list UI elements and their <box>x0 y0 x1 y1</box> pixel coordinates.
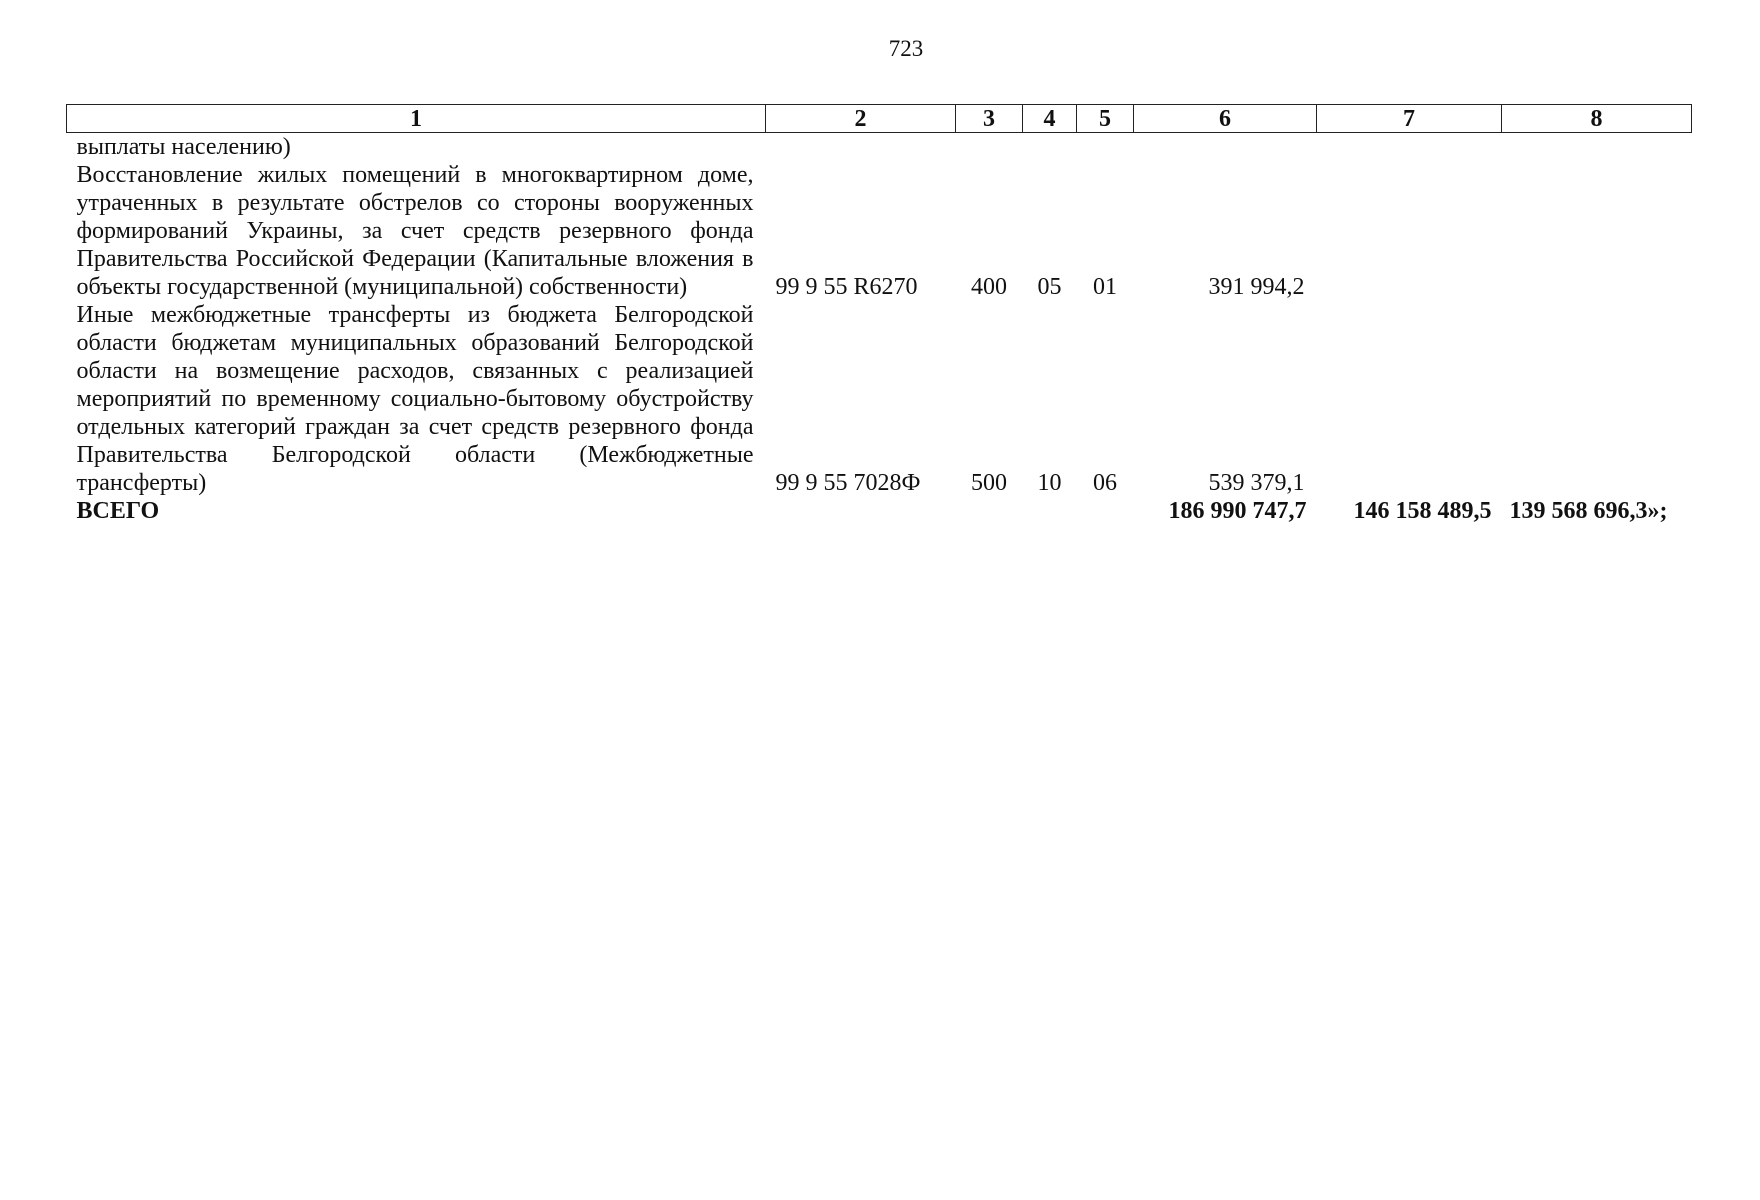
column-header-1: 1 <box>67 105 766 133</box>
row-subsection <box>1077 133 1134 162</box>
row-amount-7 <box>1317 301 1502 497</box>
total-amount-6: 186 990 747,7 <box>1168 498 1307 524</box>
row-section <box>1023 133 1077 162</box>
row-target-article: 99 9 55 7028Ф <box>775 470 921 496</box>
row-description: Восстановление жилых помещений в многоквартирном доме, утраченных в результате обстрелов со стороны вооруженных формирований Украины, за счет средств резервного фонда Правительства Российской Федерации (Капитальные вложения в объекты государственной (муниципальной) собственности) <box>76 162 754 300</box>
table-row <box>67 161 1692 301</box>
row-amount-8 <box>1502 133 1692 162</box>
column-header-6: 6 <box>1134 105 1317 133</box>
row-section: 10 <box>1037 470 1062 496</box>
row-expense-type: 500 <box>971 470 1007 496</box>
budget-table <box>66 104 1692 525</box>
column-number-header-row <box>67 105 1692 133</box>
row-amount-8 <box>1502 301 1692 497</box>
total-amount-8: 139 568 696,3»; <box>1509 498 1668 524</box>
row-expense-type <box>956 133 1023 162</box>
column-header-8: 8 <box>1502 105 1692 133</box>
column-header-7: 7 <box>1317 105 1502 133</box>
column-header-3: 3 <box>956 105 1023 133</box>
row-amount-7 <box>1317 161 1502 301</box>
row-expense-type: 400 <box>971 274 1007 300</box>
row-description: выплаты населению) <box>76 134 291 160</box>
row-amount-7 <box>1317 133 1502 162</box>
total-amount-7: 146 158 489,5 <box>1353 498 1492 524</box>
row-amount-6: 391 994,2 <box>1208 274 1305 300</box>
column-header-2: 2 <box>766 105 956 133</box>
row-subsection: 06 <box>1093 470 1117 496</box>
row-target-article: 99 9 55 R6270 <box>775 274 918 300</box>
column-header-5: 5 <box>1077 105 1134 133</box>
table-row <box>67 301 1692 497</box>
page-number: 723 <box>888 36 924 61</box>
column-header-4: 4 <box>1023 105 1077 133</box>
row-amount-6: 539 379,1 <box>1208 470 1305 496</box>
row-amount-6 <box>1134 133 1317 162</box>
row-amount-8 <box>1502 161 1692 301</box>
total-row <box>67 497 1692 525</box>
row-subsection: 01 <box>1093 274 1117 300</box>
row-description: Иные межбюджетные трансферты из бюджета Белгородской области бюджетам муниципальных образований Белгородской области на возмещение расходов, связанных с реализацией мероприятий по временному социально-бытовому обустройству отдельных категорий граждан за счет средств резервного фонда Правительства Белгородской области (Межбюджетные трансферты) <box>76 302 754 496</box>
row-section: 05 <box>1037 274 1062 300</box>
row-target-article <box>766 133 956 162</box>
table-row <box>67 133 1692 162</box>
total-label: ВСЕГО <box>76 498 160 524</box>
